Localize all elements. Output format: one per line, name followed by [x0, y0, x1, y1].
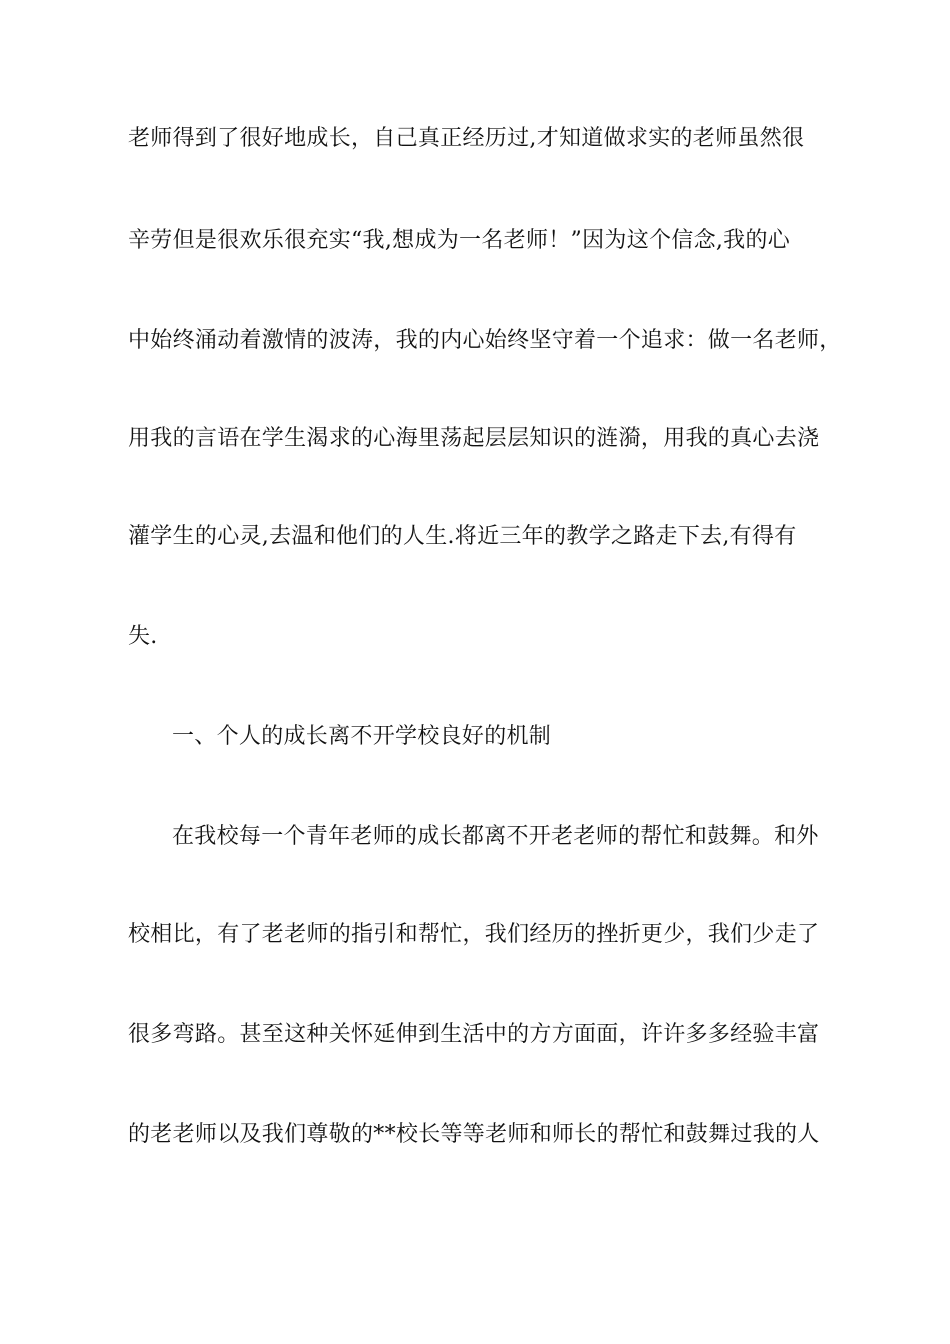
body-line-11: 的老老师以及我们尊敬的**校长等等老师和师长的帮忙和鼓舞过我的人 [128, 1122, 820, 1147]
section-heading: 一、个人的成长离不开学校良好的机制 [172, 724, 552, 749]
body-line-5: 灌学生的心灵,去温和他们的人生.将近三年的教学之路走下去,有得有 [128, 524, 797, 549]
body-line-4: 用我的言语在学生渴求的心海里荡起层层知识的涟漪，用我的真心去浇 [128, 426, 820, 451]
body-line-2: 辛劳但是很欢乐很充实“我,想成为一名老师！”因为这个信念,我的心 [128, 228, 791, 253]
body-line-6: 失. [128, 624, 158, 649]
paragraph-first-line: 在我校每一个青年老师的成长都离不开老老师的帮忙和鼓舞。和外 [172, 824, 819, 849]
body-line-1: 老师得到了很好地成长，自己真正经历过,才知道做求实的老师虽然很 [128, 126, 805, 151]
body-line-10: 很多弯路。甚至这种关怀延伸到生活中的方方面面，许许多多经验丰富 [128, 1022, 820, 1047]
body-line-3: 中始终涌动着激情的波涛，我的内心始终坚守着一个追求：做一名老师， [128, 328, 842, 353]
body-line-9: 校相比，有了老老师的指引和帮忙，我们经历的挫折更少，我们少走了 [128, 922, 820, 947]
